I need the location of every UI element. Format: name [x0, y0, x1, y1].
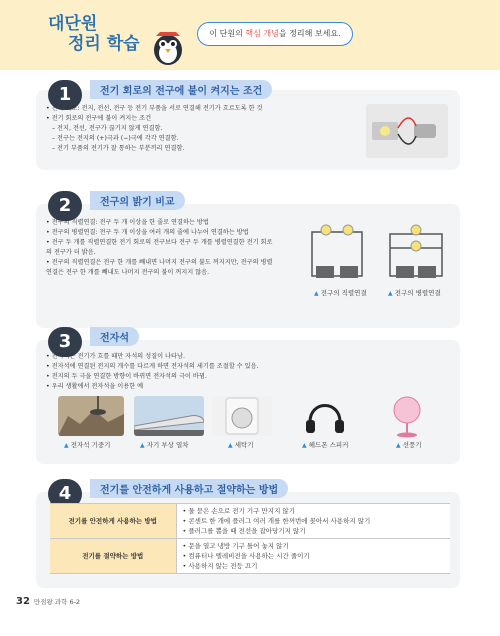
table-row-label: 전기를 안전하게 사용하는 방법: [50, 504, 176, 539]
electric-fan-photo: [382, 394, 432, 438]
table-row: [50, 504, 450, 539]
section-1-title: 전기 회로의 전구에 불이 켜지는 조건: [90, 80, 272, 99]
section-2-number: 2: [48, 191, 82, 221]
electricity-safety-table: [50, 503, 450, 574]
headphone-speaker-photo: [298, 396, 352, 436]
section-1-bullets: • 전기 회로: 전지, 전선, 전구 등 전기 부품을 서로 연결해 전기가 흐르도록 한 것 • 전기 회로의 전구에 불이 켜지는 조건 – 전지, 전선, 전구가 끊기지 않게 연결함. – 전구는 전지의 (+)극과 (−)극에 각각 연결함. – 전기 부품의 전기가 잘 통하는 부분끼리 연결함.: [46, 105, 263, 152]
section-1-number: 1: [48, 80, 82, 110]
crane-caption: ▲ 전자석 기중기: [64, 441, 111, 449]
series-circuit-diagram: [306, 220, 368, 284]
series-circuit-caption: ▲ 전구의 직렬연결: [314, 289, 367, 297]
washing-machine-caption: ▲ 세탁기: [228, 441, 254, 449]
parallel-circuit-diagram: [384, 220, 448, 284]
fan-caption: ▲ 선풍기: [396, 441, 422, 449]
maglev-train-photo: [134, 396, 204, 436]
electromagnet-crane-photo: [58, 396, 124, 436]
table-row-label: 전기를 절약하는 방법: [50, 539, 176, 574]
page-title: 대단원 정리 학습: [48, 14, 140, 54]
penguin-mascot-icon: [148, 28, 188, 66]
section-4-title: 전기를 안전하게 사용하고 절약하는 방법: [90, 479, 288, 498]
table-row-values: • 물 묻은 손으로 전기 기구 만지지 않기 • 콘센트 한 개에 플러그 여러 개를 한꺼번에 꽂아서 사용하지 않기 • 플러그를 뽑을 때 전선을 잡아당기지 않기: [176, 504, 450, 539]
section-3-number: 3: [48, 327, 82, 357]
section-2-bullets: • 전구의 직렬연결: 전구 두 개 이상을 한 줄로 연결하는 방법 • 전구의 병렬연결: 전구 두 개 이상을 여러 개의 줄에 나누어 연결하는 방법 • 전구 두 개를 직렬연결한 전기 회로의 전구보다 전구 두 개를 병렬연결한 전기 회로 의 전구가 더 밝음. • 전구의 직렬연결은 전구 한 개를 빼내면 나머지 전구의 불도 꺼지지만, 전구의 병렬 연결은 전구 한 개를 빼내도 나머지 전구의 불이 꺼지지 않음.: [46, 219, 273, 276]
section-2-title: 전구의 밝기 비교: [90, 191, 185, 210]
section-3-bullets: • 전자석은 전기가 흐를 때만 자석의 성질이 나타남. • 전자석에 연결된 전지의 개수를 다르게 하면 전자석의 세기를 조절할 수 있음. • 전지의 두 극을 연결한 방향이 바뀌면 전자석의 극이 바뀜. • 우리 생활에서 전자석을 이용한 예: [46, 353, 259, 390]
maglev-caption: ▲ 자기 부상 열차: [140, 441, 189, 449]
speech-bubble: 이 단원의 핵심 개념을 정리해 보세요.: [197, 22, 353, 46]
washing-machine-photo: [212, 396, 272, 436]
page-footer: [16, 596, 80, 607]
book-title: 만점왕 과학 6-2: [33, 598, 81, 606]
page-number: 32: [16, 596, 30, 607]
electric-circuit-photo: [366, 104, 448, 158]
section-3-title: 전자석: [90, 327, 139, 346]
section-4-number: 4: [48, 479, 82, 509]
table-row: [50, 539, 450, 574]
headphone-caption: ▲ 헤드폰 스피커: [302, 441, 349, 449]
table-row-values: • 문을 열고 냉방 기구 틀어 놓지 않기 • 컴퓨터나 텔레비전을 사용하는 시간 줄이기 • 사용하지 않는 전등 끄기: [176, 539, 450, 574]
parallel-circuit-caption: ▲ 전구의 병렬연결: [388, 289, 441, 297]
